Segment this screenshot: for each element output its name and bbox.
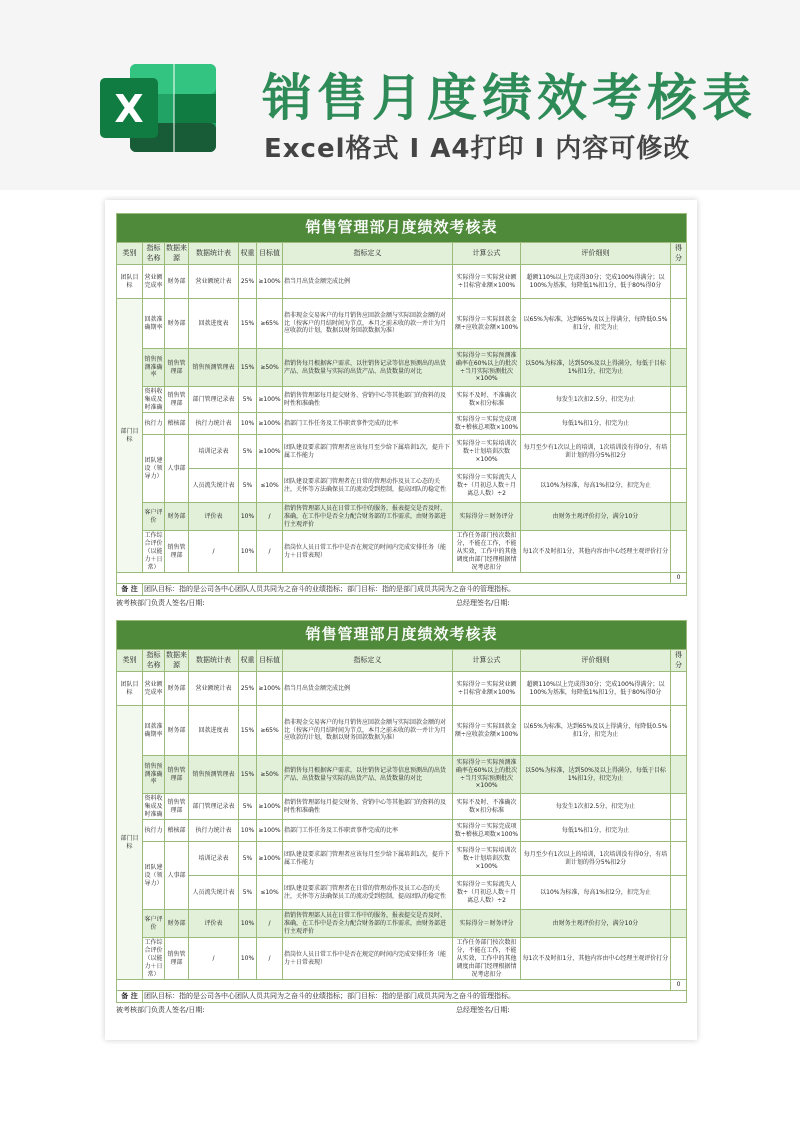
table-cell-得分[interactable] [671,842,687,876]
assessment-table-copy-2 [116,620,686,1017]
table-cell-数据来源: 财务部 [165,503,189,531]
signature-line [116,598,686,610]
table-cell-得分[interactable] [671,756,687,794]
table-cell-权重: 5% [239,469,257,503]
table-cell-类别: 团队目标 [117,672,143,706]
banner-subtitle: Excel格式 I A4打印 I 内容可修改 [264,134,691,164]
table-cell-指标定义: 指部门工作任务及工作职责事件完成的比率 [283,820,453,842]
table-row [117,349,687,387]
table-cell-指标名称: 营业额完成率 [143,265,165,299]
table-cell-评价细则: 以10%为标准，每高1%扣2分，扣完为止 [521,876,671,910]
table-cell-得分[interactable] [671,265,687,299]
table-cell-指标名称: 客户评价 [143,910,165,938]
table-cell-评价细则: 以10%为标准，每高1%扣2分，扣完为止 [521,469,671,503]
table-cell-评价细则: 以65%为标准，达到65%及以上得满分，每降低0.5%扣1分，扣完为止 [521,299,671,349]
table-cell-指标名称: 客户评价 [143,503,165,531]
table-cell-数据统计表: / [189,531,239,573]
column-header: 得分 [671,650,687,672]
column-header: 指标名称 [143,243,165,265]
table-cell-目标值: ≥65% [257,299,283,349]
table-cell-得分[interactable] [671,469,687,503]
banner-title: 销售月度绩效考核表 [262,69,757,127]
table-cell-数据来源: 销售管理部 [165,531,189,573]
table-cell-计算公式: 实际得分＝实际预测准确率在60%以上的批次÷当月实际预测批次×100% [453,349,521,387]
column-header: 目标值 [257,243,283,265]
table-title: 销售管理部月度绩效考核表 [117,214,687,243]
table-cell-指标定义: 指销售管理部人员在日常工作中的服务，报表提交是否及时、准确，在工作中是否全力配合财务部的工作需求，由财务部进行主观评价 [283,910,453,938]
table-cell-目标值: ≥50% [257,756,283,794]
total-label-cell [117,980,671,991]
table-cell-权重: 15% [239,349,257,387]
table-cell-得分[interactable] [671,435,687,469]
table-cell-计算公式: 实际得分＝实际完成项数÷稽核总项数×100% [453,820,521,842]
table-cell-权重: 10% [239,503,257,531]
table-cell-类别: 部门目标 [117,299,143,573]
table-cell-得分[interactable] [671,706,687,756]
table-cell-指标定义: 指销售每月根据客户需求，以往销售记录等信息预测出的出货产品、出货数量与实际的出货产品、出货数量的对比 [283,349,453,387]
table-cell-指标定义: 指销售管理部每月提交财务、营销中心等其他部门的资料的及时性和准确性 [283,387,453,413]
table-cell-计算公式: 实际得分＝实际流失人数÷（月初总人数＋月离总人数）÷2 [453,469,521,503]
table-cell-指标名称: 团队建设（领导力） [143,842,165,910]
table-row [117,265,687,299]
table-cell-数据来源: 销售管理部 [165,794,189,820]
table-row [117,706,687,756]
table-cell-类别: 部门目标 [117,706,143,980]
signature-dept-head: 被考核部门负责人签名/日期: [116,1006,205,1015]
signature-general-manager: 总经理签名/日期: [456,599,510,608]
total-score: 0 [671,573,687,584]
table-cell-评价细则: 每月至少有1次以上的培训，1次培训没有得0分，有培训计划的得分5%扣2分 [521,435,671,469]
table-cell-数据统计表: 回款进度表 [189,706,239,756]
table-row [117,756,687,794]
table-cell-目标值: / [257,938,283,980]
table-cell-权重: 5% [239,387,257,413]
table-cell-计算公式: 实际得分＝实际营业额÷目标营业额×100% [453,672,521,706]
table-cell-指标定义: 指销售管理部人员在日常工作中的服务，报表提交是否及时、准确，在工作中是否全力配合财务部的工作需求，由财务部进行主观评价 [283,503,453,531]
table-cell-数据来源: 人事部 [165,435,189,503]
excel-icon [100,58,220,158]
table-cell-数据来源: 财务部 [165,910,189,938]
table-cell-数据来源: 财务部 [165,706,189,756]
table-cell-数据来源: 人事部 [165,842,189,910]
header-banner [0,0,800,190]
table-cell-指标名称: 销售预测准确率 [143,756,165,794]
table-cell-权重: 10% [239,413,257,435]
table-cell-评价细则: 每1次不及时扣1分，其他内容由中心经理主观评价打分 [521,938,671,980]
table-cell-权重: 5% [239,876,257,910]
table-cell-目标值: ≥50% [257,349,283,387]
table-cell-得分[interactable] [671,299,687,349]
table-cell-目标值: ≥65% [257,706,283,756]
table-cell-指标名称: 工作综合评价（以能力＋日常） [143,531,165,573]
column-header: 数据来源 [165,650,189,672]
table-cell-评价细则: 以65%为标准，达到65%及以上得满分，每降低0.5%扣1分，扣完为止 [521,706,671,756]
table-cell-目标值: / [257,531,283,573]
table-cell-得分[interactable] [671,794,687,820]
table-cell-数据来源: 销售管理部 [165,349,189,387]
table-cell-目标值: ≥100% [257,265,283,299]
table-cell-权重: 10% [239,910,257,938]
table-cell-评价细则: 每低1%扣1分，扣完为止 [521,820,671,842]
signature-line [116,1005,686,1017]
note-text: 团队目标：指的是公司各中心团队人员共同为之奋斗的业绩指标；部门目标：指的是部门成员共同为之奋斗的管理指标。 [143,991,687,1003]
table-cell-指标名称: 执行力 [143,413,165,435]
table-cell-数据统计表: 营业额统计表 [189,672,239,706]
table-cell-类别: 团队目标 [117,265,143,299]
table-row [117,413,687,435]
table-cell-得分[interactable] [671,531,687,573]
column-header: 权重 [239,650,257,672]
table-cell-评价细则: 每发生1次扣2.5分，扣完为止 [521,794,671,820]
table-cell-评价细则: 每低1%扣1分，扣完为止 [521,413,671,435]
table-row [117,672,687,706]
table-row [117,435,687,469]
table-cell-得分[interactable] [671,387,687,413]
table-cell-数据统计表: 执行力统计表 [189,820,239,842]
table-cell-指标定义: 指销售每月根据客户需求，以往销售记录等信息预测出的出货产品、出货数量与实际的出货产品、出货数量的对比 [283,756,453,794]
table-cell-权重: 10% [239,820,257,842]
table-cell-评价细则: 以50%为标准，达到50%及以上得满分，每低于目标1%扣1分，扣完为止 [521,756,671,794]
table-cell-指标名称: 资料收集成及时准确 [143,794,165,820]
table-row [117,503,687,531]
total-label-cell [117,573,671,584]
table-cell-得分[interactable] [671,820,687,842]
column-header: 权重 [239,243,257,265]
table-cell-评价细则: 以50%为标准，达到50%及以上得满分，每低于目标1%扣1分，扣完为止 [521,349,671,387]
table-cell-权重: 15% [239,299,257,349]
table-cell-目标值: ≥100% [257,413,283,435]
table-cell-计算公式: 实际得分＝财务评分 [453,503,521,531]
table-cell-数据统计表: 评价表 [189,910,239,938]
table-cell-数据统计表: 销售预测管理表 [189,349,239,387]
table-cell-指标定义: 团队建设要求部门管理者应该每月至少给下属培训1次，提升下属工作能力 [283,435,453,469]
table-cell-指标名称: 资料收集成及时准确 [143,387,165,413]
table-cell-指标名称: 回款准确期率 [143,299,165,349]
table-cell-计算公式: 实际得分＝实际营业额÷目标营业额×100% [453,265,521,299]
column-header: 指标名称 [143,650,165,672]
table-row [117,910,687,938]
table-row [117,938,687,980]
table-cell-计算公式: 实际不及时、不准确次数×扣分标准 [453,387,521,413]
table-cell-计算公式: 实际不及时、不准确次数×扣分标准 [453,794,521,820]
table-cell-指标定义: 指当月出货金额完成比例 [283,265,453,299]
table-cell-计算公式: 工作任务部门按次数扣分，不能在工作，不能从实效，工作中的其他调度由部门经理根据情况考虑扣分 [453,938,521,980]
table-cell-计算公式: 实际得分＝实际培训次数÷计划培训次数×100% [453,842,521,876]
table-cell-权重: 25% [239,672,257,706]
table-cell-得分[interactable] [671,672,687,706]
table-cell-指标定义: 指非现金交易客户的每月销售应回款金额与实际回款金额的对比（按客户的月结时间为节点，本月之前未收的款一并计为月应收款的计划，数据以财务回款数据为准） [283,706,453,756]
table-cell-指标定义: 团队建设要求部门管理者在日常的管理动作及员工心态的关注，关怀等方法确保员工的流动受到控制，提高团队的稳定性 [283,876,453,910]
column-header: 数据统计表 [189,650,239,672]
table-cell-数据来源: 财务部 [165,672,189,706]
note-label: 备 注 [117,991,143,1003]
table-cell-计算公式: 实际得分＝实际完成项数÷稽核总项数×100% [453,413,521,435]
table-cell-权重: 5% [239,435,257,469]
table-cell-评价细则: 每1次不及时扣1分，其他内容由中心经理主观评价打分 [521,531,671,573]
table-cell-目标值: / [257,503,283,531]
table-cell-计算公式: 实际得分＝财务评分 [453,910,521,938]
table-cell-数据来源: 稽核部 [165,413,189,435]
table-cell-得分[interactable] [671,503,687,531]
table-cell-数据来源: 销售管理部 [165,938,189,980]
table-row [117,842,687,876]
table-cell-得分[interactable] [671,910,687,938]
column-header: 计算公式 [453,243,521,265]
table-cell-得分[interactable] [671,938,687,980]
table-cell-数据统计表: 执行力统计表 [189,413,239,435]
table-row [117,794,687,820]
table-cell-权重: 15% [239,706,257,756]
note-text: 团队目标：指的是公司各中心团队人员共同为之奋斗的业绩指标；部门目标：指的是部门成员共同为之奋斗的管理指标。 [143,584,687,596]
signature-general-manager: 总经理签名/日期: [456,1006,510,1015]
table-cell-权重: 5% [239,794,257,820]
table-cell-目标值: ≤10% [257,469,283,503]
table-cell-数据来源: 销售管理部 [165,756,189,794]
table-cell-指标定义: 指岗位人员日常工作中是否在规定的时间内完成安排任务（能力＋日常表现） [283,938,453,980]
column-header: 评价细则 [521,650,671,672]
table-cell-指标定义: 指非现金交易客户的每月销售应回款金额与实际回款金额的对比（按客户的月结时间为节点，本月之前未收的款一并计为月应收款的计划，数据以财务回款数据为准） [283,299,453,349]
table-cell-指标名称: 团队建设（领导力） [143,435,165,503]
table-cell-权重: 10% [239,531,257,573]
table-cell-计算公式: 实际得分＝实际回款金额÷应收款金额×100% [453,706,521,756]
table-cell-目标值: ≥100% [257,435,283,469]
signature-dept-head: 被考核部门负责人签名/日期: [116,599,205,608]
table-row [117,531,687,573]
table-cell-指标定义: 团队建设要求部门管理者应该每月至少给下属培训1次，提升下属工作能力 [283,842,453,876]
column-header: 得分 [671,243,687,265]
table-row [117,876,687,910]
table-cell-数据来源: 财务部 [165,265,189,299]
table-cell-数据统计表: 销售预测管理表 [189,756,239,794]
table-cell-评价细则: 超额110%以上完成得30分；完成100%得满分；以100%为基准，每降低1%扣1分，低于80%得0分 [521,672,671,706]
table-cell-目标值: ≥100% [257,387,283,413]
table-row [117,820,687,842]
column-header: 指标定义 [283,243,453,265]
column-header: 目标值 [257,650,283,672]
note-label: 备 注 [117,584,143,596]
table-cell-计算公式: 工作任务部门按次数扣分，不能在工作，不能从实效，工作中的其他调度由部门经理根据情况考虑扣分 [453,531,521,573]
table-cell-目标值: ≥100% [257,820,283,842]
table-cell-得分[interactable] [671,349,687,387]
table-cell-评价细则: 由财务主观评价打分，满分10分 [521,910,671,938]
table-cell-计算公式: 实际得分＝实际流失人数÷（月初总人数＋月离总人数）÷2 [453,876,521,910]
logo-letter: X [114,87,144,131]
table-cell-数据统计表: 培训记录表 [189,842,239,876]
table-cell-计算公式: 实际得分＝实际预测准确率在60%以上的批次÷当月实际预测批次×100% [453,756,521,794]
table-cell-计算公式: 实际得分＝实际培训次数÷计划培训次数×100% [453,435,521,469]
table-cell-数据统计表: 人员流失统计表 [189,469,239,503]
table-cell-数据统计表: 营业额统计表 [189,265,239,299]
table-cell-数据统计表: 评价表 [189,503,239,531]
table-cell-指标定义: 指当月出货金额完成比例 [283,672,453,706]
column-header: 指标定义 [283,650,453,672]
table-cell-指标名称: 工作综合评价（以能力＋日常） [143,938,165,980]
table-cell-目标值: ≥100% [257,842,283,876]
column-header: 数据统计表 [189,243,239,265]
table-cell-数据统计表: 回款进度表 [189,299,239,349]
table-cell-指标名称: 回款准确期率 [143,706,165,756]
table-cell-指标定义: 指销售管理部每月提交财务、营销中心等其他部门的资料的及时性和准确性 [283,794,453,820]
table-cell-得分[interactable] [671,413,687,435]
table-cell-权重: 5% [239,842,257,876]
table-cell-数据来源: 销售管理部 [165,387,189,413]
table-cell-数据统计表: / [189,938,239,980]
table-cell-评价细则: 每发生1次扣2.5分，扣完为止 [521,387,671,413]
table-row [117,299,687,349]
column-header: 类别 [117,650,143,672]
table-cell-指标名称: 执行力 [143,820,165,842]
table-title: 销售管理部月度绩效考核表 [117,621,687,650]
table-cell-评价细则: 由财务主观评价打分，满分10分 [521,503,671,531]
total-score: 0 [671,980,687,991]
table-cell-计算公式: 实际得分＝实际回款金额÷应收款金额×100% [453,299,521,349]
table-cell-数据统计表: 人员流失统计表 [189,876,239,910]
column-header: 类别 [117,243,143,265]
table-cell-数据统计表: 部门管理记录表 [189,794,239,820]
table-cell-目标值: ≥100% [257,672,283,706]
table-cell-指标定义: 团队建设要求部门管理者在日常的管理动作及员工心态的关注，关怀等方法确保员工的流动受到控制，提高团队的稳定性 [283,469,453,503]
table-cell-得分[interactable] [671,876,687,910]
assessment-table-copy-1 [116,213,686,610]
table-cell-权重: 25% [239,265,257,299]
table-cell-权重: 15% [239,756,257,794]
table-row [117,469,687,503]
column-header: 计算公式 [453,650,521,672]
table-cell-数据统计表: 部门管理记录表 [189,387,239,413]
table-cell-指标名称: 销售预测准确率 [143,349,165,387]
column-header: 评价细则 [521,243,671,265]
table-cell-指标名称: 营业额完成率 [143,672,165,706]
table-cell-数据统计表: 培训记录表 [189,435,239,469]
table-cell-数据来源: 财务部 [165,299,189,349]
table-cell-数据来源: 稽核部 [165,820,189,842]
table-cell-权重: 10% [239,938,257,980]
table-row [117,387,687,413]
table-cell-目标值: / [257,910,283,938]
table-cell-评价细则: 超额110%以上完成得30分；完成100%得满分；以100%为基准，每降低1%扣1分，低于80%得0分 [521,265,671,299]
table-cell-指标定义: 指部门工作任务及工作职责事件完成的比率 [283,413,453,435]
table-cell-评价细则: 每月至少有1次以上的培训，1次培训没有得0分，有培训计划的得分5%扣2分 [521,842,671,876]
table-cell-目标值: ≤10% [257,876,283,910]
column-header: 数据来源 [165,243,189,265]
table-cell-目标值: ≥100% [257,794,283,820]
table-cell-指标定义: 指岗位人员日常工作中是否在规定的时间内完成安排任务（能力＋日常表现） [283,531,453,573]
